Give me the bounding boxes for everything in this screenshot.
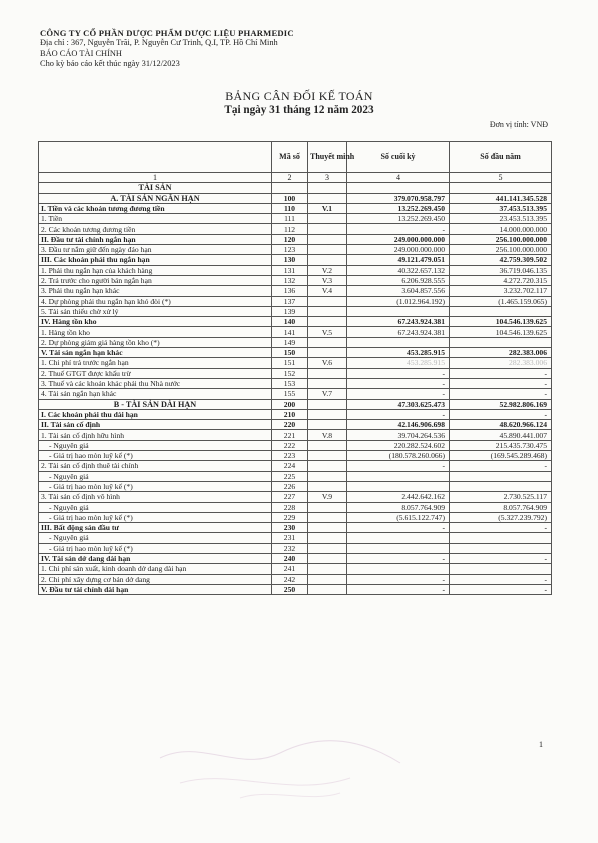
document-header bbox=[40, 28, 294, 70]
row-begin-value: - bbox=[450, 378, 552, 388]
row-code: 152 bbox=[272, 368, 308, 378]
row-end-value bbox=[347, 543, 450, 553]
row-code: 221 bbox=[272, 430, 308, 440]
table-row bbox=[39, 584, 552, 594]
table-row bbox=[39, 574, 552, 584]
row-note bbox=[308, 409, 347, 419]
row-begin-value: 256.100.000.000 bbox=[450, 245, 552, 255]
row-label: - Giá trị hao mòn luỹ kế (*) bbox=[39, 512, 272, 522]
row-note bbox=[308, 440, 347, 450]
row-end-value: 453.285.915 bbox=[347, 348, 450, 358]
row-begin-value bbox=[450, 543, 552, 553]
row-code: 110 bbox=[272, 203, 308, 213]
row-label: A. TÀI SẢN NGẮN HẠN bbox=[39, 193, 272, 203]
row-end-value: 8.057.764.909 bbox=[347, 502, 450, 512]
row-begin-value bbox=[450, 481, 552, 491]
row-note: V.2 bbox=[308, 265, 347, 275]
table-row bbox=[39, 245, 552, 255]
row-end-value: 2.442.642.162 bbox=[347, 492, 450, 502]
row-label: TÀI SẢN bbox=[39, 183, 272, 193]
row-begin-value bbox=[450, 306, 552, 316]
row-end-value: 3.604.857.556 bbox=[347, 286, 450, 296]
row-end-value: (5.615.122.747) bbox=[347, 512, 450, 522]
table-row bbox=[39, 317, 552, 327]
table-row bbox=[39, 348, 552, 358]
page-number: 1 bbox=[539, 740, 543, 749]
row-end-value bbox=[347, 183, 450, 193]
table-row bbox=[39, 481, 552, 491]
row-begin-value: - bbox=[450, 461, 552, 471]
table-row bbox=[39, 214, 552, 224]
row-code: 231 bbox=[272, 533, 308, 543]
row-note bbox=[308, 543, 347, 553]
row-begin-value bbox=[450, 533, 552, 543]
row-end-value: - bbox=[347, 389, 450, 399]
row-note bbox=[308, 245, 347, 255]
row-code: 136 bbox=[272, 286, 308, 296]
row-begin-value: - bbox=[450, 409, 552, 419]
row-begin-value bbox=[450, 471, 552, 481]
table-row bbox=[39, 265, 552, 275]
balance-sheet-table bbox=[38, 141, 552, 595]
table-row bbox=[39, 234, 552, 244]
table-row bbox=[39, 255, 552, 265]
row-note bbox=[308, 574, 347, 584]
row-label: 1. Hàng tồn kho bbox=[39, 327, 272, 337]
row-end-value: 6.206.928.555 bbox=[347, 275, 450, 285]
row-note bbox=[308, 553, 347, 563]
row-note bbox=[308, 193, 347, 203]
row-end-value bbox=[347, 471, 450, 481]
table-row bbox=[39, 553, 552, 563]
row-code: 232 bbox=[272, 543, 308, 553]
row-begin-value: 282.383.006 bbox=[450, 358, 552, 368]
row-note bbox=[308, 214, 347, 224]
row-end-value bbox=[347, 306, 450, 316]
row-end-value: 47.303.625.473 bbox=[347, 399, 450, 409]
row-end-value: - bbox=[347, 523, 450, 533]
row-code: 112 bbox=[272, 224, 308, 234]
row-begin-value: 8.057.764.909 bbox=[450, 502, 552, 512]
row-label: 2. Thuế GTGT được khấu trừ bbox=[39, 368, 272, 378]
row-begin-value: - bbox=[450, 389, 552, 399]
row-begin-value: 37.453.513.395 bbox=[450, 203, 552, 213]
row-begin-value: (1.465.159.065) bbox=[450, 296, 552, 306]
row-code: 200 bbox=[272, 399, 308, 409]
row-note bbox=[308, 368, 347, 378]
row-begin-value: 441.141.345.528 bbox=[450, 193, 552, 203]
row-note bbox=[308, 512, 347, 522]
row-code: 227 bbox=[272, 492, 308, 502]
row-note bbox=[308, 183, 347, 193]
report-period: Cho kỳ báo cáo kết thúc ngày 31/12/2023 bbox=[40, 59, 180, 69]
row-note bbox=[308, 451, 347, 461]
table-row bbox=[39, 399, 552, 409]
document-subtitle: Tại ngày 31 tháng 12 năm 2023 bbox=[224, 104, 374, 116]
row-begin-value: 3.232.702.117 bbox=[450, 286, 552, 296]
table-row bbox=[39, 275, 552, 285]
row-begin-value: (169.545.289.468) bbox=[450, 451, 552, 461]
row-begin-value: 104.546.139.625 bbox=[450, 317, 552, 327]
row-label: V. Đầu tư tài chính dài hạn bbox=[39, 584, 272, 594]
row-begin-value: 52.982.806.169 bbox=[450, 399, 552, 409]
table-row bbox=[39, 502, 552, 512]
row-note bbox=[308, 533, 347, 543]
row-end-value: 13.252.269.450 bbox=[347, 203, 450, 213]
row-begin-value: 2.730.525.117 bbox=[450, 492, 552, 502]
row-label: III. Các khoản phải thu ngắn hạn bbox=[39, 255, 272, 265]
row-code: 137 bbox=[272, 296, 308, 306]
row-code: 100 bbox=[272, 193, 308, 203]
table-row bbox=[39, 286, 552, 296]
row-begin-value: 23.453.513.395 bbox=[450, 214, 552, 224]
row-code: 130 bbox=[272, 255, 308, 265]
row-label: - Giá trị hao mòn luỹ kế (*) bbox=[39, 481, 272, 491]
row-note: V.9 bbox=[308, 492, 347, 502]
row-note bbox=[308, 471, 347, 481]
row-label: 1. Chi phí trả trước ngắn hạn bbox=[39, 358, 272, 368]
column-number: 4 bbox=[347, 173, 450, 183]
row-begin-value: 4.272.720.315 bbox=[450, 275, 552, 285]
row-end-value: 49.121.479.051 bbox=[347, 255, 450, 265]
col-header-name bbox=[39, 142, 272, 173]
table-row bbox=[39, 224, 552, 234]
col-header-code: Mã số bbox=[272, 142, 308, 173]
row-note bbox=[308, 337, 347, 347]
row-label: 3. Tài sản cố định vô hình bbox=[39, 492, 272, 502]
row-end-value: - bbox=[347, 574, 450, 584]
row-code: 120 bbox=[272, 234, 308, 244]
row-end-value: (1.012.964.192) bbox=[347, 296, 450, 306]
row-end-value bbox=[347, 564, 450, 574]
row-code: 131 bbox=[272, 265, 308, 275]
row-code: 228 bbox=[272, 502, 308, 512]
row-code: 210 bbox=[272, 409, 308, 419]
row-note bbox=[308, 502, 347, 512]
table-row bbox=[39, 523, 552, 533]
row-code: 241 bbox=[272, 564, 308, 574]
row-note: V.8 bbox=[308, 430, 347, 440]
row-code: 220 bbox=[272, 420, 308, 430]
row-label: 2. Chi phí xây dựng cơ bản dở dang bbox=[39, 574, 272, 584]
row-label: I. Các khoản phải thu dài hạn bbox=[39, 409, 272, 419]
row-note bbox=[308, 255, 347, 265]
table-row bbox=[39, 389, 552, 399]
row-note: V.6 bbox=[308, 358, 347, 368]
report-type: BÁO CÁO TÀI CHÍNH bbox=[40, 48, 122, 58]
row-note bbox=[308, 420, 347, 430]
row-code: 250 bbox=[272, 584, 308, 594]
row-label: 2. Các khoản tương đương tiền bbox=[39, 224, 272, 234]
row-begin-value: 36.719.046.135 bbox=[450, 265, 552, 275]
row-code: 149 bbox=[272, 337, 308, 347]
row-note: V.5 bbox=[308, 327, 347, 337]
row-label: 3. Đầu tư nắm giữ đến ngày đáo hạn bbox=[39, 245, 272, 255]
table-row bbox=[39, 420, 552, 430]
row-note bbox=[308, 584, 347, 594]
row-begin-value: 48.620.966.124 bbox=[450, 420, 552, 430]
row-note: V.7 bbox=[308, 389, 347, 399]
row-end-value: - bbox=[347, 584, 450, 594]
row-end-value: - bbox=[347, 368, 450, 378]
table-row bbox=[39, 564, 552, 574]
table-row bbox=[39, 533, 552, 543]
row-begin-value: 14.000.000.000 bbox=[450, 224, 552, 234]
row-note: V.4 bbox=[308, 286, 347, 296]
row-end-value: - bbox=[347, 461, 450, 471]
row-label: 1. Chi phí sản xuất, kinh doanh dở dang dài hạn bbox=[39, 564, 272, 574]
row-begin-value: 104.546.139.625 bbox=[450, 327, 552, 337]
row-label: 1. Tài sản cố định hữu hình bbox=[39, 430, 272, 440]
row-note bbox=[308, 523, 347, 533]
row-label: 4. Tài sản ngắn hạn khác bbox=[39, 389, 272, 399]
row-end-value bbox=[347, 481, 450, 491]
column-number: 2 bbox=[272, 173, 308, 183]
row-label: - Giá trị hao mòn luỹ kế (*) bbox=[39, 543, 272, 553]
row-label: 1. Phải thu ngắn hạn của khách hàng bbox=[39, 265, 272, 275]
row-note: V.1 bbox=[308, 203, 347, 213]
row-code: 223 bbox=[272, 451, 308, 461]
row-begin-value: 215.435.730.475 bbox=[450, 440, 552, 450]
row-end-value: 13.252.269.450 bbox=[347, 214, 450, 224]
row-code: 242 bbox=[272, 574, 308, 584]
row-end-value: 249.000.000.000 bbox=[347, 245, 450, 255]
table-row bbox=[39, 512, 552, 522]
row-code: 123 bbox=[272, 245, 308, 255]
document-title: BẢNG CÂN ĐỐI KẾ TOÁN bbox=[225, 89, 373, 103]
row-note bbox=[308, 317, 347, 327]
row-code: 132 bbox=[272, 275, 308, 285]
row-begin-value bbox=[450, 183, 552, 193]
row-end-value: - bbox=[347, 553, 450, 563]
row-begin-value bbox=[450, 564, 552, 574]
row-note bbox=[308, 234, 347, 244]
company-address: Địa chỉ : 367, Nguyễn Trãi, P. Nguyễn Cư Trinh, Q.I, TP. Hồ Chí Minh bbox=[40, 38, 278, 48]
col-header-end: Số cuối kỳ bbox=[347, 142, 450, 173]
row-begin-value: 42.759.309.502 bbox=[450, 255, 552, 265]
row-note bbox=[308, 399, 347, 409]
row-begin-value: - bbox=[450, 574, 552, 584]
row-end-value: - bbox=[347, 224, 450, 234]
table-row bbox=[39, 193, 552, 203]
row-label: - Nguyên giá bbox=[39, 440, 272, 450]
company-name: CÔNG TY CỔ PHẦN DƯỢC PHẨM DƯỢC LIỆU PHARMEDIC bbox=[40, 28, 294, 38]
table-row bbox=[39, 461, 552, 471]
row-code: 150 bbox=[272, 348, 308, 358]
currency-unit: Đơn vị tính: VNĐ bbox=[489, 120, 548, 129]
row-end-value: 453.285.915 bbox=[347, 358, 450, 368]
table-row bbox=[39, 451, 552, 461]
row-end-value: (180.578.260.066) bbox=[347, 451, 450, 461]
row-end-value: - bbox=[347, 378, 450, 388]
table-row bbox=[39, 492, 552, 502]
row-label: - Nguyên giá bbox=[39, 502, 272, 512]
row-end-value: 379.070.958.797 bbox=[347, 193, 450, 203]
row-begin-value: 45.890.441.007 bbox=[450, 430, 552, 440]
table-row bbox=[39, 368, 552, 378]
row-label: III. Bất động sản đầu tư bbox=[39, 523, 272, 533]
table-row bbox=[39, 296, 552, 306]
row-label: 3. Thuế và các khoản khác phải thu Nhà nước bbox=[39, 378, 272, 388]
row-label: 5. Tài sản thiếu chờ xử lý bbox=[39, 306, 272, 316]
row-code: 140 bbox=[272, 317, 308, 327]
row-label: 2. Trả trước cho người bán ngắn hạn bbox=[39, 275, 272, 285]
table-header-row bbox=[39, 142, 552, 173]
row-label: II. Tài sản cố định bbox=[39, 420, 272, 430]
row-begin-value bbox=[450, 337, 552, 347]
row-note bbox=[308, 378, 347, 388]
table-row bbox=[39, 543, 552, 553]
row-label: II. Đầu tư tài chính ngắn hạn bbox=[39, 234, 272, 244]
row-end-value: 220.282.524.602 bbox=[347, 440, 450, 450]
table-row bbox=[39, 358, 552, 368]
col-header-begin: Số đầu năm bbox=[450, 142, 552, 173]
row-label: V. Tài sản ngắn hạn khác bbox=[39, 348, 272, 358]
row-code: 240 bbox=[272, 553, 308, 563]
row-code: 225 bbox=[272, 471, 308, 481]
row-begin-value: (5.327.239.792) bbox=[450, 512, 552, 522]
row-note bbox=[308, 224, 347, 234]
row-end-value: 39.704.264.536 bbox=[347, 430, 450, 440]
row-label: 1. Tiền bbox=[39, 214, 272, 224]
row-note bbox=[308, 348, 347, 358]
row-label: - Nguyên giá bbox=[39, 533, 272, 543]
row-code: 151 bbox=[272, 358, 308, 368]
row-note bbox=[308, 564, 347, 574]
row-end-value: 67.243.924.381 bbox=[347, 317, 450, 327]
row-code: 224 bbox=[272, 461, 308, 471]
table-row bbox=[39, 440, 552, 450]
row-code: 141 bbox=[272, 327, 308, 337]
row-begin-value: 256.100.000.000 bbox=[450, 234, 552, 244]
row-code: 229 bbox=[272, 512, 308, 522]
row-end-value: 40.322.657.132 bbox=[347, 265, 450, 275]
row-label: 2. Dự phòng giảm giá hàng tồn kho (*) bbox=[39, 337, 272, 347]
row-code: 222 bbox=[272, 440, 308, 450]
row-label: IV. Hàng tồn kho bbox=[39, 317, 272, 327]
row-label: 3. Phải thu ngắn hạn khác bbox=[39, 286, 272, 296]
column-number: 3 bbox=[308, 173, 347, 183]
column-number: 1 bbox=[39, 173, 272, 183]
column-number: 5 bbox=[450, 173, 552, 183]
row-label: B - TÀI SẢN DÀI HẠN bbox=[39, 399, 272, 409]
row-label: 2. Tài sản cố định thuê tài chính bbox=[39, 461, 272, 471]
table-row bbox=[39, 327, 552, 337]
row-note bbox=[308, 461, 347, 471]
table-row bbox=[39, 183, 552, 193]
row-label: - Nguyên giá bbox=[39, 471, 272, 481]
table-row bbox=[39, 409, 552, 419]
row-note bbox=[308, 306, 347, 316]
row-label: IV. Tài sản dở dang dài hạn bbox=[39, 553, 272, 563]
row-code: 226 bbox=[272, 481, 308, 491]
signature-stamp-image bbox=[140, 728, 440, 808]
row-end-value bbox=[347, 533, 450, 543]
row-end-value: 249.000.000.000 bbox=[347, 234, 450, 244]
row-code: 230 bbox=[272, 523, 308, 533]
row-label: - Giá trị hao mòn luỹ kế (*) bbox=[39, 451, 272, 461]
row-end-value: 42.146.906.698 bbox=[347, 420, 450, 430]
row-end-value bbox=[347, 337, 450, 347]
col-header-note: Thuyết minh bbox=[308, 142, 347, 173]
row-code: 155 bbox=[272, 389, 308, 399]
row-code: 139 bbox=[272, 306, 308, 316]
row-label: 4. Dự phòng phải thu ngắn hạn khó đòi (*) bbox=[39, 296, 272, 306]
row-end-value: 67.243.924.381 bbox=[347, 327, 450, 337]
table-row bbox=[39, 337, 552, 347]
row-code: 153 bbox=[272, 378, 308, 388]
table-row bbox=[39, 203, 552, 213]
row-code bbox=[272, 183, 308, 193]
table-row bbox=[39, 306, 552, 316]
row-note bbox=[308, 296, 347, 306]
table-row bbox=[39, 471, 552, 481]
column-number-row bbox=[39, 173, 552, 183]
table-row bbox=[39, 378, 552, 388]
row-note bbox=[308, 481, 347, 491]
row-end-value: - bbox=[347, 409, 450, 419]
row-note: V.3 bbox=[308, 275, 347, 285]
row-begin-value: - bbox=[450, 584, 552, 594]
table-row bbox=[39, 430, 552, 440]
row-label: I. Tiền và các khoản tương đương tiền bbox=[39, 203, 272, 213]
row-begin-value: - bbox=[450, 368, 552, 378]
row-code: 111 bbox=[272, 214, 308, 224]
row-begin-value: - bbox=[450, 523, 552, 533]
row-begin-value: 282.383.006 bbox=[450, 348, 552, 358]
row-begin-value: - bbox=[450, 553, 552, 563]
